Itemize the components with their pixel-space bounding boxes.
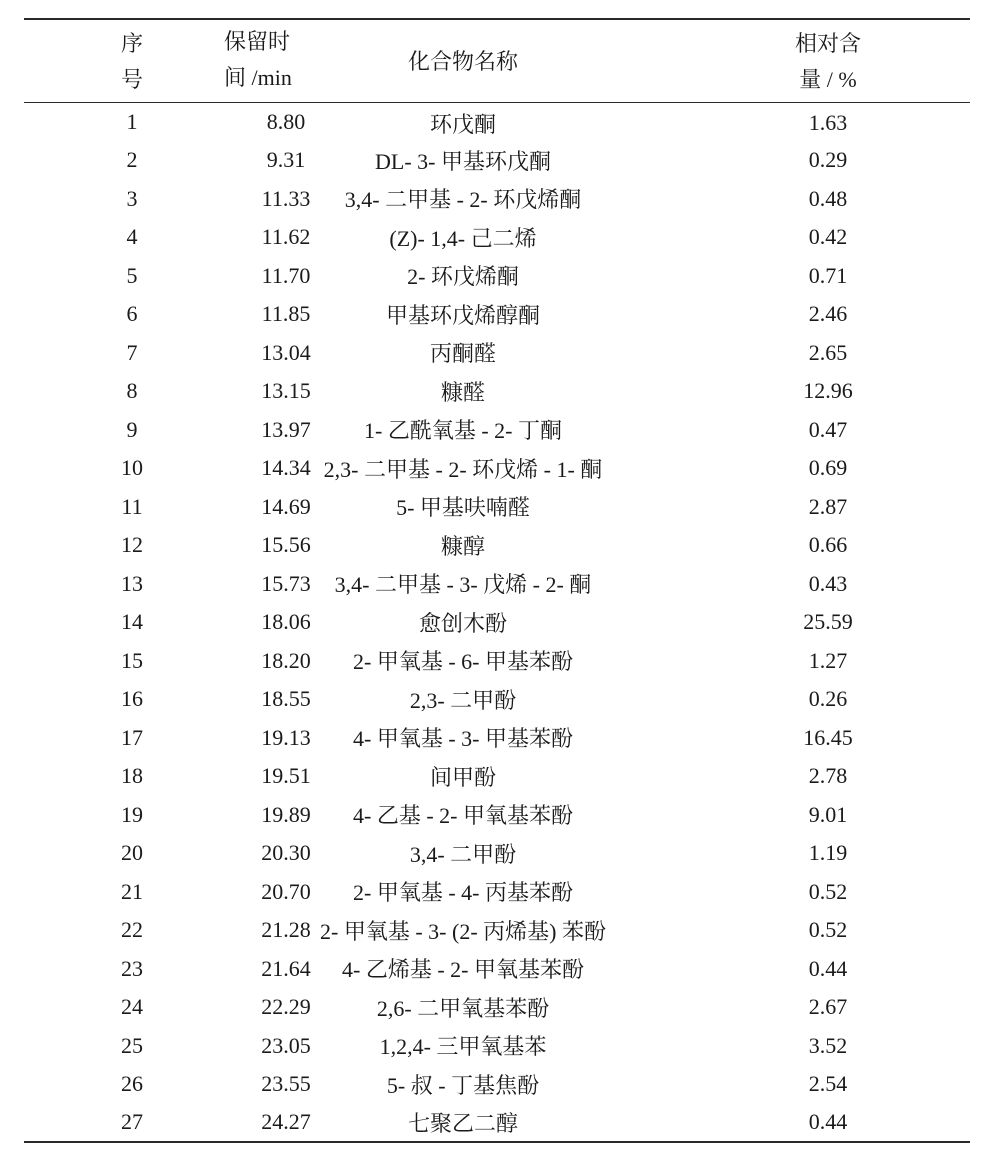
compound-name: 2- 甲氧基 - 4- 丙基苯酚 <box>353 880 573 906</box>
table-row <box>24 218 970 257</box>
serial-and-retention-cell <box>24 334 311 373</box>
serial-number: 24 <box>121 994 143 1020</box>
relative-content: 16.45 <box>803 724 853 750</box>
serial-and-retention-cell <box>24 257 311 296</box>
serial-number: 22 <box>121 917 143 943</box>
table-row <box>24 488 970 527</box>
serial-and-retention-cell <box>24 988 311 1027</box>
serial-number: 9 <box>126 416 138 442</box>
relative-content: 3.52 <box>808 1032 848 1058</box>
serial-and-retention-cell <box>24 834 311 873</box>
retention-time: 11.33 <box>261 185 311 211</box>
retention-time: 15.56 <box>261 532 311 558</box>
serial-and-retention-cell <box>24 295 311 334</box>
compound-name: 5- 叔 - 丁基焦酚 <box>386 1072 540 1098</box>
relative-content: 1.63 <box>808 110 848 135</box>
serial-number: 27 <box>121 1109 143 1135</box>
relative-content: 0.42 <box>808 224 848 250</box>
relative-content: 2.46 <box>808 301 848 327</box>
table-row <box>24 988 970 1027</box>
header-retention-line2: 间 /min <box>224 65 292 90</box>
table-row <box>24 141 970 180</box>
relative-content: 1.19 <box>808 840 848 866</box>
compound-name: 3,4- 二甲酚 <box>409 841 517 867</box>
header-percent-line2: 量 / % <box>799 67 857 92</box>
serial-number: 12 <box>121 532 143 558</box>
compound-name: 2,3- 二甲基 - 2- 环戊烯 - 1- 酮 <box>323 456 603 482</box>
retention-time: 11.62 <box>261 224 311 250</box>
relative-content: 9.01 <box>808 801 848 827</box>
compound-name: 4- 甲氧基 - 3- 甲基苯酚 <box>353 726 573 752</box>
retention-time: 23.55 <box>261 1071 311 1097</box>
compound-name: 2- 甲氧基 - 3- (2- 丙烯基) 苯酚 <box>320 918 606 944</box>
serial-and-retention-cell <box>24 603 311 642</box>
retention-time: 23.05 <box>261 1032 311 1058</box>
table-row <box>24 103 970 142</box>
serial-and-retention-cell <box>24 642 311 681</box>
table-row <box>24 411 970 450</box>
relative-content: 0.48 <box>808 185 848 211</box>
serial-number: 15 <box>121 647 143 673</box>
table-row <box>24 565 970 604</box>
serial-and-retention-cell <box>24 411 311 450</box>
serial-number: 16 <box>121 686 143 712</box>
retention-time: 11.70 <box>261 262 311 288</box>
relative-content: 0.43 <box>808 570 848 596</box>
table-row <box>24 334 970 373</box>
retention-time: 18.06 <box>261 609 311 635</box>
compound-name: 2,3- 二甲酚 <box>409 687 517 713</box>
relative-content: 2.54 <box>808 1071 848 1097</box>
relative-content: 2.78 <box>808 763 848 789</box>
serial-number: 11 <box>121 493 143 519</box>
serial-and-retention-cell <box>24 218 311 257</box>
serial-number: 19 <box>121 801 143 827</box>
serial-and-retention-cell <box>24 180 311 219</box>
header-serial-line2: 号 <box>120 67 143 92</box>
serial-and-retention-cell <box>24 1065 311 1104</box>
serial-and-retention-cell <box>24 372 311 411</box>
serial-number: 25 <box>121 1032 143 1058</box>
relative-content: 0.44 <box>808 955 848 981</box>
serial-number: 20 <box>121 840 143 866</box>
retention-time: 13.15 <box>261 378 311 404</box>
retention-time: 19.89 <box>261 801 311 827</box>
retention-time: 24.27 <box>261 1109 311 1135</box>
table-row <box>24 372 970 411</box>
table-row <box>24 526 970 565</box>
header-retention-time <box>224 24 324 96</box>
retention-time: 19.13 <box>261 724 311 750</box>
serial-and-retention-cell <box>24 757 311 796</box>
serial-and-retention-cell <box>24 488 311 527</box>
serial-and-retention-cell <box>24 526 311 565</box>
table-row <box>24 1065 970 1104</box>
serial-and-retention-cell <box>24 796 311 835</box>
compound-name: 环戊酮 <box>429 111 496 137</box>
table-row <box>24 834 970 873</box>
serial-number: 2 <box>126 147 138 173</box>
header-percent-line1: 相对含 <box>794 31 861 56</box>
compound-name: 愈创木酚 <box>418 610 507 636</box>
compound-name: 七聚乙二醇 <box>407 1110 518 1136</box>
table-row <box>24 449 970 488</box>
serial-and-retention-cell <box>24 103 306 142</box>
table-row <box>24 911 970 950</box>
table-row <box>24 180 970 219</box>
compound-name: 5- 甲基呋喃醛 <box>396 495 530 521</box>
compound-name: 2- 环戊烯酮 <box>407 264 519 290</box>
retention-time: 18.55 <box>261 686 311 712</box>
serial-number: 14 <box>121 609 143 635</box>
table-row <box>24 796 970 835</box>
retention-time: 13.04 <box>261 339 311 365</box>
compound-name: 4- 乙烯基 - 2- 甲氧基苯酚 <box>342 957 584 983</box>
compound-name: DL- 3- 甲基环戊酮 <box>375 148 551 174</box>
table-row <box>24 257 970 296</box>
relative-content: 2.65 <box>808 339 848 365</box>
serial-number: 1 <box>126 109 138 134</box>
serial-number: 6 <box>126 301 138 327</box>
serial-number: 8 <box>126 378 138 404</box>
serial-and-retention-cell <box>24 719 311 758</box>
serial-number: 3 <box>126 185 138 211</box>
relative-content: 0.44 <box>808 1109 848 1135</box>
relative-content: 0.47 <box>808 416 848 442</box>
table-row <box>24 1027 970 1066</box>
serial-and-retention-cell <box>24 950 311 989</box>
compound-name: 1,2,4- 三甲氧基苯 <box>379 1034 547 1060</box>
compound-name: (Z)- 1,4- 己二烯 <box>389 225 537 251</box>
compound-name: 1- 乙酰氧基 - 2- 丁酮 <box>364 418 562 444</box>
serial-and-retention-cell <box>24 911 311 950</box>
retention-time: 20.30 <box>261 840 311 866</box>
relative-content: 2.87 <box>808 493 848 519</box>
serial-number: 18 <box>121 763 143 789</box>
serial-number: 5 <box>126 262 138 288</box>
compound-name: 丙酮醛 <box>429 341 496 367</box>
retention-time: 18.20 <box>261 647 311 673</box>
retention-time: 13.97 <box>261 416 311 442</box>
compound-name: 2,6- 二甲氧基苯酚 <box>376 995 550 1021</box>
serial-number: 10 <box>121 455 143 481</box>
table-row <box>24 873 970 912</box>
retention-time: 22.29 <box>261 994 311 1020</box>
retention-time: 21.28 <box>261 917 311 943</box>
relative-content: 0.52 <box>808 917 848 943</box>
serial-number: 21 <box>121 878 143 904</box>
retention-time: 11.85 <box>261 301 311 327</box>
compound-table <box>24 18 970 1143</box>
header-name-text: 化合物名称 <box>407 49 518 74</box>
serial-number: 17 <box>121 724 143 750</box>
compound-name: 3,4- 二甲基 - 2- 环戊烯酮 <box>344 187 582 213</box>
serial-and-retention-cell <box>24 1104 311 1143</box>
table-header-row <box>24 19 970 103</box>
retention-time: 8.80 <box>266 109 306 134</box>
relative-content: 25.59 <box>803 609 853 635</box>
compound-name: 糠醛 <box>440 379 485 405</box>
serial-and-retention-cell <box>24 449 311 488</box>
relative-content: 0.66 <box>808 532 848 558</box>
retention-time: 20.70 <box>261 878 311 904</box>
header-serial-line1: 序 <box>120 31 143 56</box>
relative-content: 0.71 <box>808 262 848 288</box>
compound-name: 甲基环戊烯醇酮 <box>385 302 540 328</box>
serial-and-retention-cell <box>24 873 311 912</box>
serial-and-retention-cell <box>24 565 311 604</box>
compound-name: 3,4- 二甲基 - 3- 戊烯 - 2- 酮 <box>334 572 592 598</box>
serial-number: 13 <box>121 570 143 596</box>
serial-number: 23 <box>121 955 143 981</box>
relative-content: 12.96 <box>803 378 853 404</box>
table-row <box>24 295 970 334</box>
header-no-rt <box>24 19 240 103</box>
header-percent <box>686 19 970 103</box>
relative-content: 1.27 <box>808 647 848 673</box>
header-serial <box>112 26 152 98</box>
relative-content: 0.69 <box>808 455 848 481</box>
compound-table-container <box>24 18 970 1143</box>
serial-and-retention-cell <box>24 1027 311 1066</box>
retention-time: 9.31 <box>266 147 306 173</box>
table-row <box>24 757 970 796</box>
table-row <box>24 950 970 989</box>
compound-name: 糠醇 <box>440 533 485 559</box>
compound-name: 4- 乙基 - 2- 甲氧基苯酚 <box>353 803 573 829</box>
serial-number: 26 <box>121 1071 143 1097</box>
serial-number: 4 <box>126 224 138 250</box>
retention-time: 21.64 <box>261 955 311 981</box>
retention-time: 14.69 <box>261 493 311 519</box>
compound-name: 间甲酚 <box>429 764 496 790</box>
compound-name: 2- 甲氧基 - 6- 甲基苯酚 <box>353 649 573 675</box>
retention-time: 14.34 <box>261 455 311 481</box>
table-row <box>24 680 970 719</box>
relative-content: 2.67 <box>808 994 848 1020</box>
table-row <box>24 719 970 758</box>
retention-time: 19.51 <box>261 763 311 789</box>
retention-time: 15.73 <box>261 570 311 596</box>
serial-and-retention-cell <box>24 680 311 719</box>
relative-content: 0.52 <box>808 878 848 904</box>
header-retention-line1: 保留时 <box>224 29 291 54</box>
relative-content: 0.26 <box>808 686 848 712</box>
serial-number: 7 <box>126 339 138 365</box>
serial-and-retention-cell <box>24 141 306 180</box>
table-body <box>24 103 970 1143</box>
table-row <box>24 642 970 681</box>
table-row <box>24 603 970 642</box>
table-row <box>24 1104 970 1143</box>
relative-content: 0.29 <box>808 147 848 173</box>
